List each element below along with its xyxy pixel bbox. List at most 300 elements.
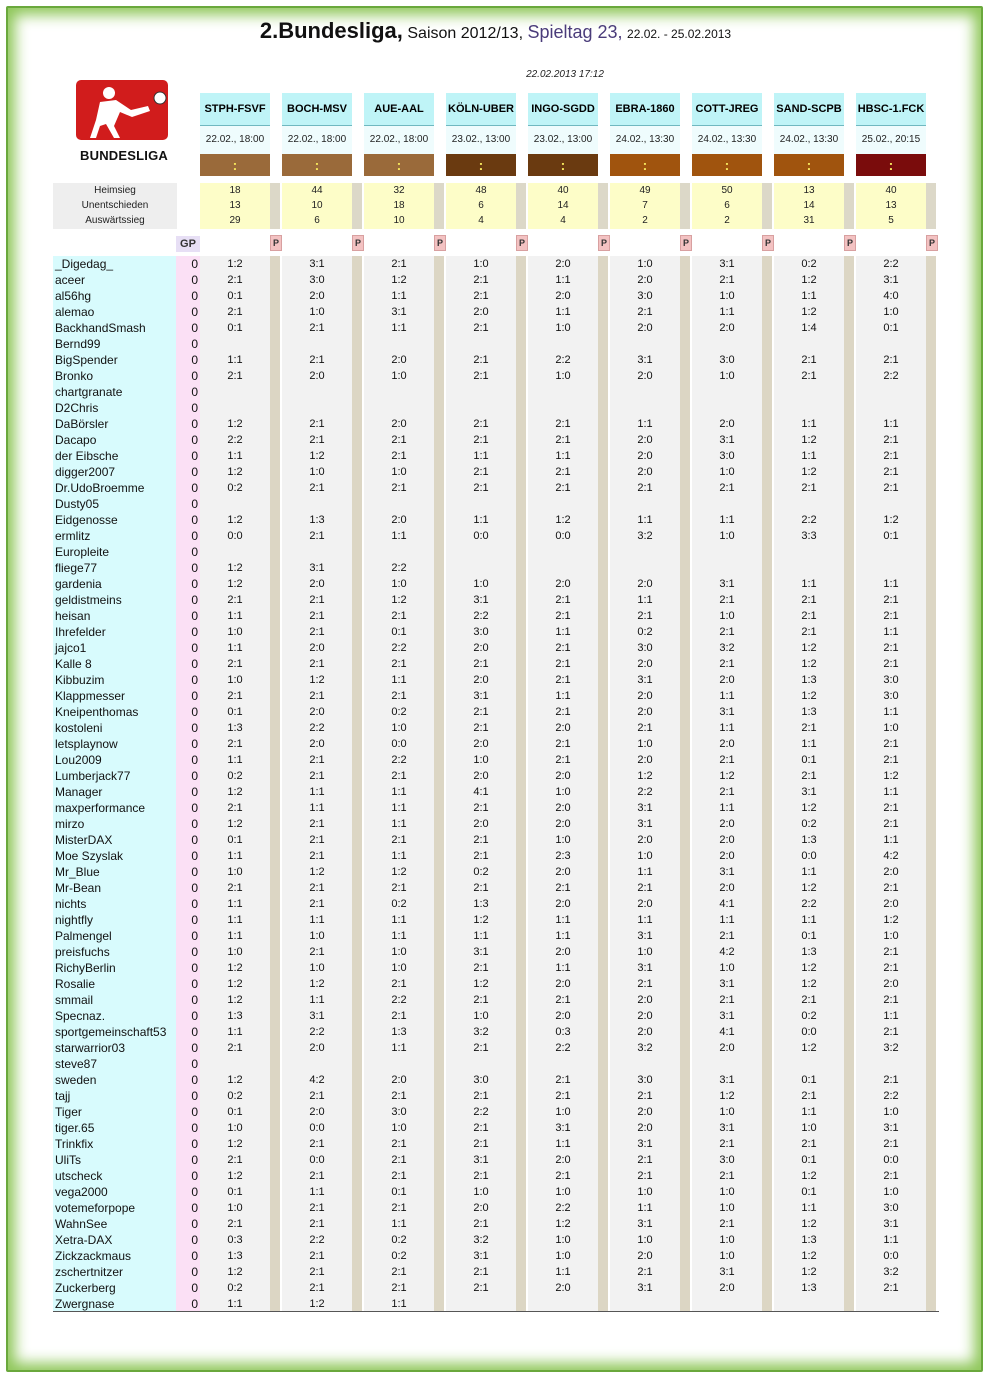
tip-cell: 1:2 <box>555 514 571 526</box>
tip-cell: 2:1 <box>637 1266 653 1278</box>
tip-cell: 1:3 <box>801 1282 817 1294</box>
player-gp: 0 <box>191 337 198 351</box>
tip-cell: 1:0 <box>637 738 653 750</box>
match-code[interactable]: AUE-AAL <box>364 93 434 126</box>
player-name: steve87 <box>55 1057 98 1071</box>
tip-cell: 2:0 <box>309 642 325 654</box>
match-code[interactable]: KÖLN-UBER <box>446 93 516 126</box>
tip-cell: 1:0 <box>719 1202 735 1214</box>
tip-cell: 1:1 <box>555 274 571 286</box>
tip-cell: 2:0 <box>555 1010 571 1022</box>
tip-cell <box>610 336 680 352</box>
tip-cell: 3:2 <box>637 530 653 542</box>
tip-cell: 2:1 <box>473 322 489 334</box>
match-date: 23.02., 13:00 <box>528 126 598 154</box>
tip-cell: 2:1 <box>719 1138 735 1150</box>
league-title: 2.Bundesliga, <box>259 18 403 43</box>
tip-cell: 1:0 <box>719 962 735 974</box>
tip-cell: 1:2 <box>801 1266 817 1278</box>
match-score: : <box>282 154 352 176</box>
tip-cell: 2:1 <box>473 434 489 446</box>
player-gp: 0 <box>191 417 198 431</box>
tip-cell: 1:1 <box>473 930 489 942</box>
tip-cell <box>528 544 598 560</box>
tip-cell: 2:1 <box>555 994 571 1006</box>
tip-cell: 2:1 <box>309 690 325 702</box>
points-column <box>680 256 690 1312</box>
player-gp: 0 <box>191 849 198 863</box>
tip-cell: 2:1 <box>883 594 899 606</box>
tip-cell: 1:0 <box>719 466 735 478</box>
match-code[interactable]: INGO-SGDD <box>528 93 598 126</box>
match-code[interactable]: HBSC-1.FCK <box>856 93 926 126</box>
tip-cell: 2:0 <box>637 658 653 670</box>
tip-cell: 2:1 <box>637 722 653 734</box>
player-gp: 0 <box>191 721 198 735</box>
stat-side <box>926 183 936 229</box>
player-gp: 0 <box>191 833 198 847</box>
tip-cell: 1:0 <box>227 626 243 638</box>
player-name: kostoleni <box>55 721 103 735</box>
tip-cell <box>528 496 598 512</box>
tip-cell: 1:2 <box>883 514 899 526</box>
tip-cell: 2:0 <box>637 466 653 478</box>
player-gp: 0 <box>191 913 198 927</box>
tip-cell: 4:2 <box>719 946 735 958</box>
tip-cell: 3:2 <box>473 1026 489 1038</box>
tip-cell: 1:1 <box>883 786 899 798</box>
stat-away: 2 <box>642 215 648 226</box>
tip-cell: 2:1 <box>473 1090 489 1102</box>
tip-cell: 1:1 <box>227 1298 243 1310</box>
player-gp: 0 <box>191 545 198 559</box>
match-code[interactable]: EBRA-1860 <box>610 93 680 126</box>
tip-cell: 1:3 <box>801 706 817 718</box>
player-name: Trinkfix <box>55 1137 94 1151</box>
points-marker: P <box>516 235 528 251</box>
tip-cell: 1:2 <box>801 690 817 702</box>
tip-cell: 1:1 <box>227 914 243 926</box>
player-name: digger2007 <box>55 465 116 479</box>
player-name: tajj <box>55 1089 71 1103</box>
tip-cell: 1:0 <box>227 674 243 686</box>
tip-cell: 2:0 <box>637 322 653 334</box>
stat-away: 4 <box>478 215 484 226</box>
tip-cell: 2:1 <box>473 802 489 814</box>
tip-cell: 1:1 <box>309 802 325 814</box>
tip-cell <box>200 336 270 352</box>
tip-cell: 2:1 <box>309 610 325 622</box>
tip-cell: 2:1 <box>473 722 489 734</box>
player-name: Kalle 8 <box>55 657 92 671</box>
tip-cell: 3:1 <box>637 1282 653 1294</box>
tip-cell <box>692 400 762 416</box>
tip-cell: 2:1 <box>227 1042 243 1054</box>
gp-column-header: GP <box>176 236 200 252</box>
tip-cell: 1:0 <box>883 722 899 734</box>
tip-cell <box>692 544 762 560</box>
tip-cell: 1:2 <box>801 658 817 670</box>
tip-cell: 3:3 <box>801 530 817 542</box>
tip-cell: 2:1 <box>801 610 817 622</box>
tip-cell: 2:1 <box>801 770 817 782</box>
tip-cell <box>446 400 516 416</box>
tip-cell: 0:2 <box>227 482 243 494</box>
player-name: Mr-Bean <box>55 881 102 895</box>
player-name: vega2000 <box>55 1185 108 1199</box>
tip-cell: 0:0 <box>883 1154 899 1166</box>
tip-cell: 2:1 <box>637 1154 653 1166</box>
player-gp: 0 <box>191 961 198 975</box>
tip-cell <box>446 544 516 560</box>
tip-cell: 2:0 <box>719 1042 735 1054</box>
tip-cell <box>364 544 434 560</box>
player-name: Manager <box>55 785 103 799</box>
tip-cell: 0:0 <box>391 738 407 750</box>
tip-cell: 2:1 <box>555 482 571 494</box>
player-gp: 0 <box>191 1041 198 1055</box>
player-name: chartgranate <box>55 385 123 399</box>
tip-cell: 2:1 <box>719 754 735 766</box>
tip-cell: 3:1 <box>473 1154 489 1166</box>
tip-cell: 1:1 <box>391 850 407 862</box>
tip-cell: 1:1 <box>801 738 817 750</box>
tip-cell: 2:1 <box>555 594 571 606</box>
points-column <box>762 256 772 1312</box>
player-gp: 0 <box>191 385 198 399</box>
tip-cell: 3:0 <box>883 1202 899 1214</box>
player-name: Klappmesser <box>55 689 126 703</box>
stat-draw: 10 <box>311 200 323 211</box>
tip-cell: 1:0 <box>555 1186 571 1198</box>
tip-cell: 2:1 <box>473 1042 489 1054</box>
tip-cell: 2:1 <box>883 466 899 478</box>
player-gp: 0 <box>191 353 198 367</box>
player-name: Eidgenosse <box>55 513 118 527</box>
tip-cell: 2:0 <box>719 834 735 846</box>
player-gp: 0 <box>191 497 198 511</box>
tip-cell: 2:1 <box>309 1090 325 1102</box>
points-column <box>926 256 936 1312</box>
tip-cell: 2:1 <box>227 690 243 702</box>
tip-cell: 2:0 <box>391 1074 407 1086</box>
tip-cell: 1:1 <box>555 914 571 926</box>
tip-cell: 2:1 <box>391 658 407 670</box>
tip-cell: 1:2 <box>227 578 243 590</box>
tip-cell: 1:1 <box>555 450 571 462</box>
player-gp: 0 <box>191 513 198 527</box>
tip-cell: 0:0 <box>801 850 817 862</box>
tip-cell: 1:0 <box>719 1234 735 1246</box>
tip-cell: 2:2 <box>391 642 407 654</box>
player-name: RichyBerlin <box>55 961 116 975</box>
player-gp: 0 <box>191 1217 198 1231</box>
tip-cell: 2:1 <box>555 1074 571 1086</box>
tip-cell: 0:1 <box>883 530 899 542</box>
tip-cell: 1:0 <box>227 866 243 878</box>
tip-cell: 3:0 <box>473 626 489 638</box>
match-code[interactable]: COTT-JREG <box>692 93 762 126</box>
tip-cell: 2:1 <box>555 882 571 894</box>
stat-draw: 6 <box>724 200 730 211</box>
tip-cell: 1:2 <box>227 1266 243 1278</box>
tip-cell: 3:1 <box>637 354 653 366</box>
tip-cell: 1:0 <box>719 1250 735 1262</box>
tip-cell: 2:1 <box>309 850 325 862</box>
tip-cell: 4:1 <box>473 786 489 798</box>
player-name: tiger.65 <box>55 1121 95 1135</box>
tip-cell: 3:1 <box>801 786 817 798</box>
tip-cell: 2:1 <box>309 1266 325 1278</box>
match-date: 22.02., 18:00 <box>282 126 352 154</box>
tip-cell: 1:1 <box>801 914 817 926</box>
tip-cell: 2:1 <box>801 994 817 1006</box>
player-name: Lumberjack77 <box>55 769 131 783</box>
tip-cell: 2:1 <box>309 658 325 670</box>
tip-cell: 1:0 <box>391 962 407 974</box>
tip-cell: 1:2 <box>801 1218 817 1230</box>
player-name: mirzo <box>55 817 85 831</box>
tip-cell: 2:1 <box>719 658 735 670</box>
tip-cell: 1:1 <box>719 722 735 734</box>
match-stats <box>282 183 352 229</box>
tip-cell: 2:0 <box>555 578 571 590</box>
tip-cell: 1:2 <box>883 914 899 926</box>
tip-cell: 3:0 <box>637 1074 653 1086</box>
tip-cell: 0:0 <box>555 530 571 542</box>
stat-home: 40 <box>557 185 569 196</box>
tip-cell: 1:0 <box>555 786 571 798</box>
player-gp: 0 <box>191 433 198 447</box>
tip-cell <box>856 496 926 512</box>
tip-cell: 2:1 <box>227 1218 243 1230</box>
tip-cell: 1:1 <box>719 690 735 702</box>
tip-cell: 3:1 <box>719 578 735 590</box>
match-date: 23.02., 13:00 <box>446 126 516 154</box>
tip-cell: 3:1 <box>637 802 653 814</box>
tip-cell: 1:2 <box>637 770 653 782</box>
tip-cell: 1:0 <box>719 610 735 622</box>
tip-cell: 0:1 <box>801 1186 817 1198</box>
player-gp: 0 <box>191 881 198 895</box>
tip-cell: 2:1 <box>391 1010 407 1022</box>
points-marker: P <box>434 235 446 251</box>
player-name: Ihrefelder <box>55 625 106 639</box>
tip-cell: 1:0 <box>883 306 899 318</box>
tip-cell: 2:0 <box>637 1106 653 1118</box>
tip-cell <box>364 1056 434 1072</box>
logo-text: BUNDESLIGA <box>80 148 168 163</box>
player-gp: 0 <box>191 449 198 463</box>
tip-cell: 2:1 <box>391 482 407 494</box>
tip-cell: 0:1 <box>883 322 899 334</box>
tip-cell: 1:1 <box>637 594 653 606</box>
player-name: BackhandSmash <box>55 321 146 335</box>
player-name: Moe Szyslak <box>55 849 124 863</box>
match-score: : <box>200 154 270 176</box>
tip-cell: 2:0 <box>473 738 489 750</box>
player-name: Specnaz. <box>55 1009 106 1023</box>
tip-cell: 2:0 <box>309 290 325 302</box>
tip-cell: 1:1 <box>391 290 407 302</box>
tip-cell: 2:1 <box>883 434 899 446</box>
tip-cell <box>446 496 516 512</box>
player-gp: 0 <box>191 305 198 319</box>
stat-side <box>516 183 526 229</box>
player-name: starwarrior03 <box>55 1041 126 1055</box>
tip-cell: 1:1 <box>473 450 489 462</box>
stat-home: 13 <box>803 185 815 196</box>
tip-cell: 1:1 <box>555 306 571 318</box>
player-gp: 0 <box>191 625 198 639</box>
tip-cell: 2:1 <box>801 370 817 382</box>
tip-cell: 1:1 <box>719 514 735 526</box>
match-code[interactable]: STPH-FSVF <box>200 93 270 126</box>
tip-cell: 1:2 <box>227 994 243 1006</box>
tip-cell: 2:2 <box>309 1234 325 1246</box>
tip-cell: 1:1 <box>637 866 653 878</box>
tip-cell <box>774 544 844 560</box>
tip-cell: 2:1 <box>801 626 817 638</box>
tip-cell: 0:3 <box>227 1234 243 1246</box>
tip-cell: 4:2 <box>309 1074 325 1086</box>
tip-cell: 2:0 <box>391 514 407 526</box>
tip-cell: 2:0 <box>473 818 489 830</box>
player-gp: 0 <box>191 577 198 591</box>
player-gp: 0 <box>191 1233 198 1247</box>
tip-cell: 1:3 <box>391 1026 407 1038</box>
tip-cell: 2:1 <box>391 1138 407 1150</box>
tip-cell: 3:1 <box>637 930 653 942</box>
tip-cell: 1:0 <box>227 1202 243 1214</box>
tip-cell: 2:1 <box>309 770 325 782</box>
tip-cell: 3:1 <box>637 674 653 686</box>
tip-cell: 2:1 <box>719 594 735 606</box>
tip-cell: 2:0 <box>637 834 653 846</box>
tip-cell: 1:1 <box>227 850 243 862</box>
tip-cell: 0:1 <box>227 1186 243 1198</box>
tip-cell: 2:0 <box>555 770 571 782</box>
tip-cell: 3:0 <box>473 1074 489 1086</box>
tip-cell: 2:0 <box>637 434 653 446</box>
tip-cell: 2:2 <box>391 754 407 766</box>
player-gp: 0 <box>191 321 198 335</box>
tip-cell: 0:2 <box>391 706 407 718</box>
match-code[interactable]: SAND-SCPB <box>774 93 844 126</box>
tip-cell <box>856 544 926 560</box>
points-column <box>434 256 444 1312</box>
points-marker: P <box>270 235 282 251</box>
tip-cell: 0:2 <box>473 866 489 878</box>
tip-cell: 2:1 <box>391 450 407 462</box>
tip-cell: 1:1 <box>719 914 735 926</box>
tip-cell: 2:1 <box>801 594 817 606</box>
tip-cell: 2:0 <box>719 674 735 686</box>
tip-cell: 2:1 <box>555 434 571 446</box>
tip-cell <box>364 336 434 352</box>
match-code[interactable]: BOCH-MSV <box>282 93 352 126</box>
tip-cell: 1:1 <box>555 1138 571 1150</box>
tip-cell: 1:0 <box>883 1106 899 1118</box>
points-column <box>844 256 854 1312</box>
tip-cell: 2:0 <box>555 898 571 910</box>
tip-cell: 1:1 <box>309 1186 325 1198</box>
tip-cell: 1:1 <box>227 450 243 462</box>
player-name: letsplaynow <box>55 737 118 751</box>
tip-cell: 1:0 <box>391 578 407 590</box>
player-name: jajco1 <box>55 641 87 655</box>
tip-cell: 1:0 <box>883 930 899 942</box>
tip-cell: 1:1 <box>309 994 325 1006</box>
tip-cell: 2:0 <box>719 818 735 830</box>
tip-cell: 2:1 <box>309 418 325 430</box>
stat-draw: 13 <box>229 200 241 211</box>
tip-cell: 1:2 <box>801 274 817 286</box>
tip-cell: 1:0 <box>555 834 571 846</box>
tip-cell: 2:0 <box>719 418 735 430</box>
tip-cell: 1:1 <box>801 418 817 430</box>
tip-cell: 2:0 <box>473 642 489 654</box>
tip-cell: 2:1 <box>637 610 653 622</box>
match-score: : <box>610 154 680 176</box>
tip-cell: 2:1 <box>309 882 325 894</box>
tip-cell: 2:0 <box>555 722 571 734</box>
tip-cell: 2:0 <box>719 322 735 334</box>
tip-cell: 0:3 <box>555 1026 571 1038</box>
tip-cell: 2:1 <box>391 834 407 846</box>
tip-cell: 1:2 <box>801 434 817 446</box>
tip-cell: 2:2 <box>555 1042 571 1054</box>
tip-cell: 2:1 <box>473 370 489 382</box>
tip-cell: 1:2 <box>227 1170 243 1182</box>
tip-cell: 2:1 <box>473 1170 489 1182</box>
tip-cell: 2:0 <box>473 1202 489 1214</box>
tip-cell: 2:0 <box>637 274 653 286</box>
tip-cell: 3:1 <box>473 594 489 606</box>
tip-cell: 2:1 <box>883 738 899 750</box>
tip-cell: 2:1 <box>309 322 325 334</box>
tip-cell: 2:1 <box>473 418 489 430</box>
tip-cell: 0:1 <box>801 930 817 942</box>
tip-cell: 1:3 <box>473 898 489 910</box>
match-score: : <box>446 154 516 176</box>
tip-cell: 3:2 <box>883 1042 899 1054</box>
tip-cell: 1:0 <box>883 1186 899 1198</box>
tip-cell: 3:2 <box>883 1266 899 1278</box>
tip-cell: 1:1 <box>391 1298 407 1310</box>
tip-cell: 0:1 <box>227 706 243 718</box>
tip-cell: 2:0 <box>883 978 899 990</box>
stat-side <box>270 183 280 229</box>
player-name: votemeforpope <box>55 1201 136 1215</box>
tip-cell: 2:1 <box>719 786 735 798</box>
points-column <box>270 256 280 1312</box>
player-name: geldistmeins <box>55 593 122 607</box>
tip-cell: 1:1 <box>801 1106 817 1118</box>
tip-cell: 1:2 <box>719 1090 735 1102</box>
tip-cell: 1:1 <box>227 642 243 654</box>
tip-cell: 3:1 <box>719 978 735 990</box>
player-gp: 0 <box>191 1265 198 1279</box>
tip-cell: 2:1 <box>883 754 899 766</box>
points-column <box>598 256 608 1312</box>
player-name: Zuckerberg <box>55 1281 116 1295</box>
stat-draw: 14 <box>557 200 569 211</box>
player-gp: 0 <box>191 1137 198 1151</box>
stat-side <box>352 183 362 229</box>
tip-cell: 2:1 <box>473 658 489 670</box>
tip-cell: 3:0 <box>637 642 653 654</box>
